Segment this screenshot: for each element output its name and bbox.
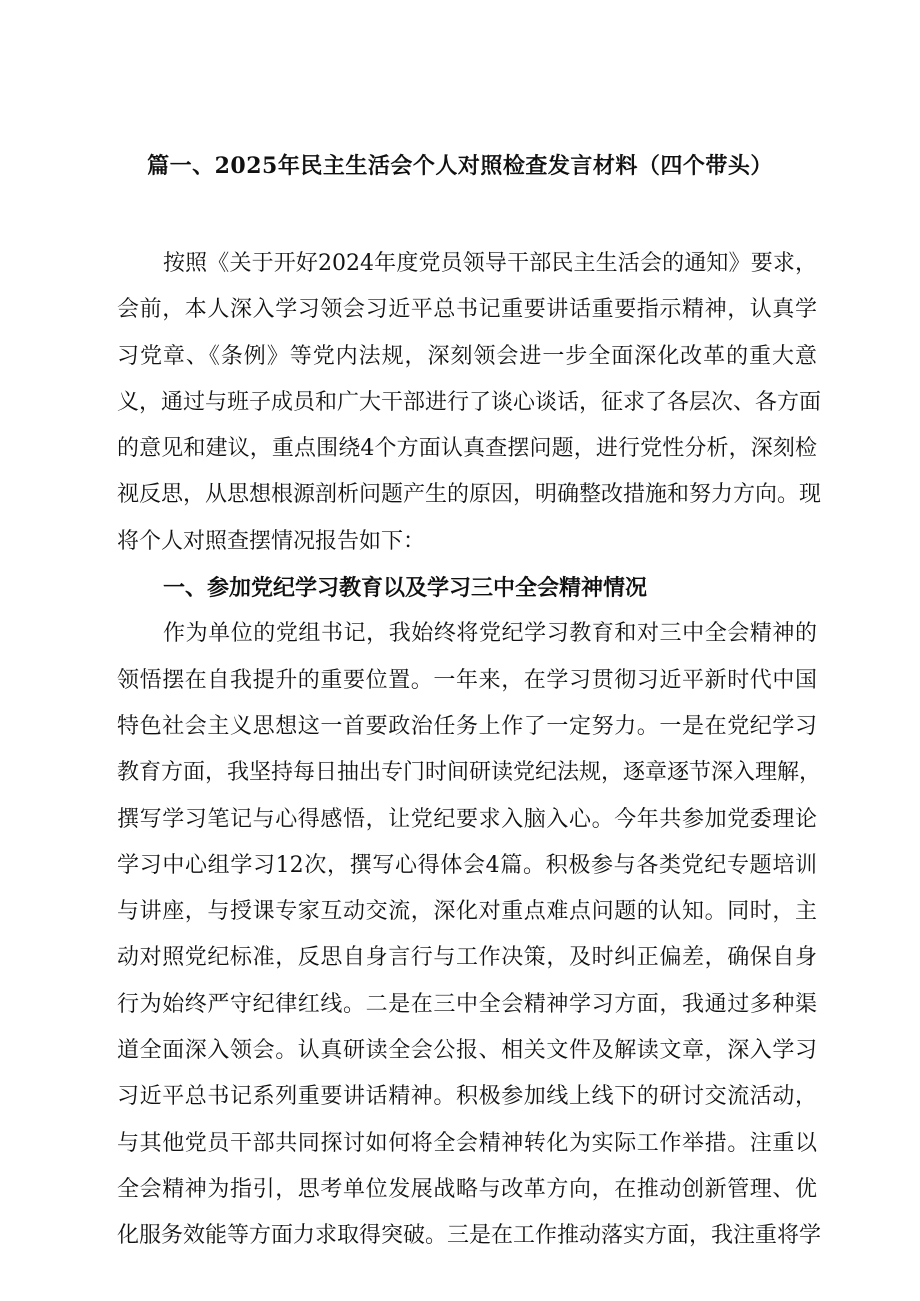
paragraph-line: 动对照党纪标准，反思自身言行与工作决策，及时纠正偏差，确保自身: [117, 945, 817, 971]
paragraph-line: 化服务效能等方面力求取得突破。三是在工作推动落实方面，我注重将学: [117, 1223, 822, 1249]
document-title: 篇一、2025年民主生活会个人对照检查发言材料（四个带头）: [147, 153, 773, 179]
paragraph-line: 按照《关于开好2024年度党员领导干部民主生活会的通知》要求，: [163, 251, 817, 276]
paragraph-line: 撰写学习笔记与心得感悟，让党纪要求入脑入心。今年共参加党委理论: [117, 806, 817, 832]
section-heading: 一、参加党纪学习教育以及学习三中全会精神情况: [163, 575, 648, 602]
paragraph-line: 习近平总书记系列重要讲话精神。积极参加线上线下的研讨交流活动，: [117, 1084, 817, 1110]
paragraph-line: 学习中心组学习12次，撰写心得体会4篇。积极参与各类党纪专题培训: [117, 852, 817, 878]
paragraph-line: 全会精神为指引，思考单位发展战略与改革方向，在推动创新管理、优: [117, 1176, 817, 1202]
paragraph-line: 视反思，从思想根源剖析问题产生的原因，明确整改措施和努力方向。现: [117, 482, 822, 508]
paragraph-line: 将个人对照查摆情况报告如下：: [117, 528, 426, 554]
paragraph-line: 作为单位的党组书记，我始终将党纪学习教育和对三中全会精神的: [163, 621, 817, 647]
paragraph-line: 与其他党员干部共同探讨如何将全会精神转化为实际工作举措。注重以: [117, 1130, 817, 1156]
paragraph-line: 会前，本人深入学习领会习近平总书记重要讲话重要指示精神，认真学: [117, 297, 817, 323]
paragraph-line: 领悟摆在自我提升的重要位置。一年来，在学习贯彻习近平新时代中国: [117, 667, 817, 693]
paragraph-line: 行为始终严守纪律红线。二是在三中全会精神学习方面，我通过多种渠: [117, 991, 817, 1017]
paragraph-line: 道全面深入领会。认真研读全会公报、相关文件及解读文章，深入学习: [117, 1038, 817, 1064]
paragraph-line: 的意见和建议，重点围绕4个方面认真查摆问题，进行党性分析，深刻检: [117, 436, 817, 462]
section-paragraph: [117, 611, 822, 1259]
paragraph-line: 与讲座，与授课专家互动交流，深化对重点难点问题的认知。同时，主: [117, 899, 817, 925]
paragraph-line: 特色社会主义思想这一首要政治任务上作了一定努力。一是在党纪学习: [117, 713, 817, 739]
intro-paragraph: [117, 241, 822, 565]
document-body: [117, 241, 822, 1260]
paragraph-line: 义，通过与班子成员和广大干部进行了谈心谈话，征求了各层次、各方面: [117, 389, 822, 415]
paragraph-line: 习党章、《条例》等党内法规，深刻领会进一步全面深化改革的重大意: [117, 343, 817, 369]
paragraph-line: 教育方面，我坚持每日抽出专门时间研读党纪法规，逐章逐节深入理解，: [117, 760, 822, 786]
